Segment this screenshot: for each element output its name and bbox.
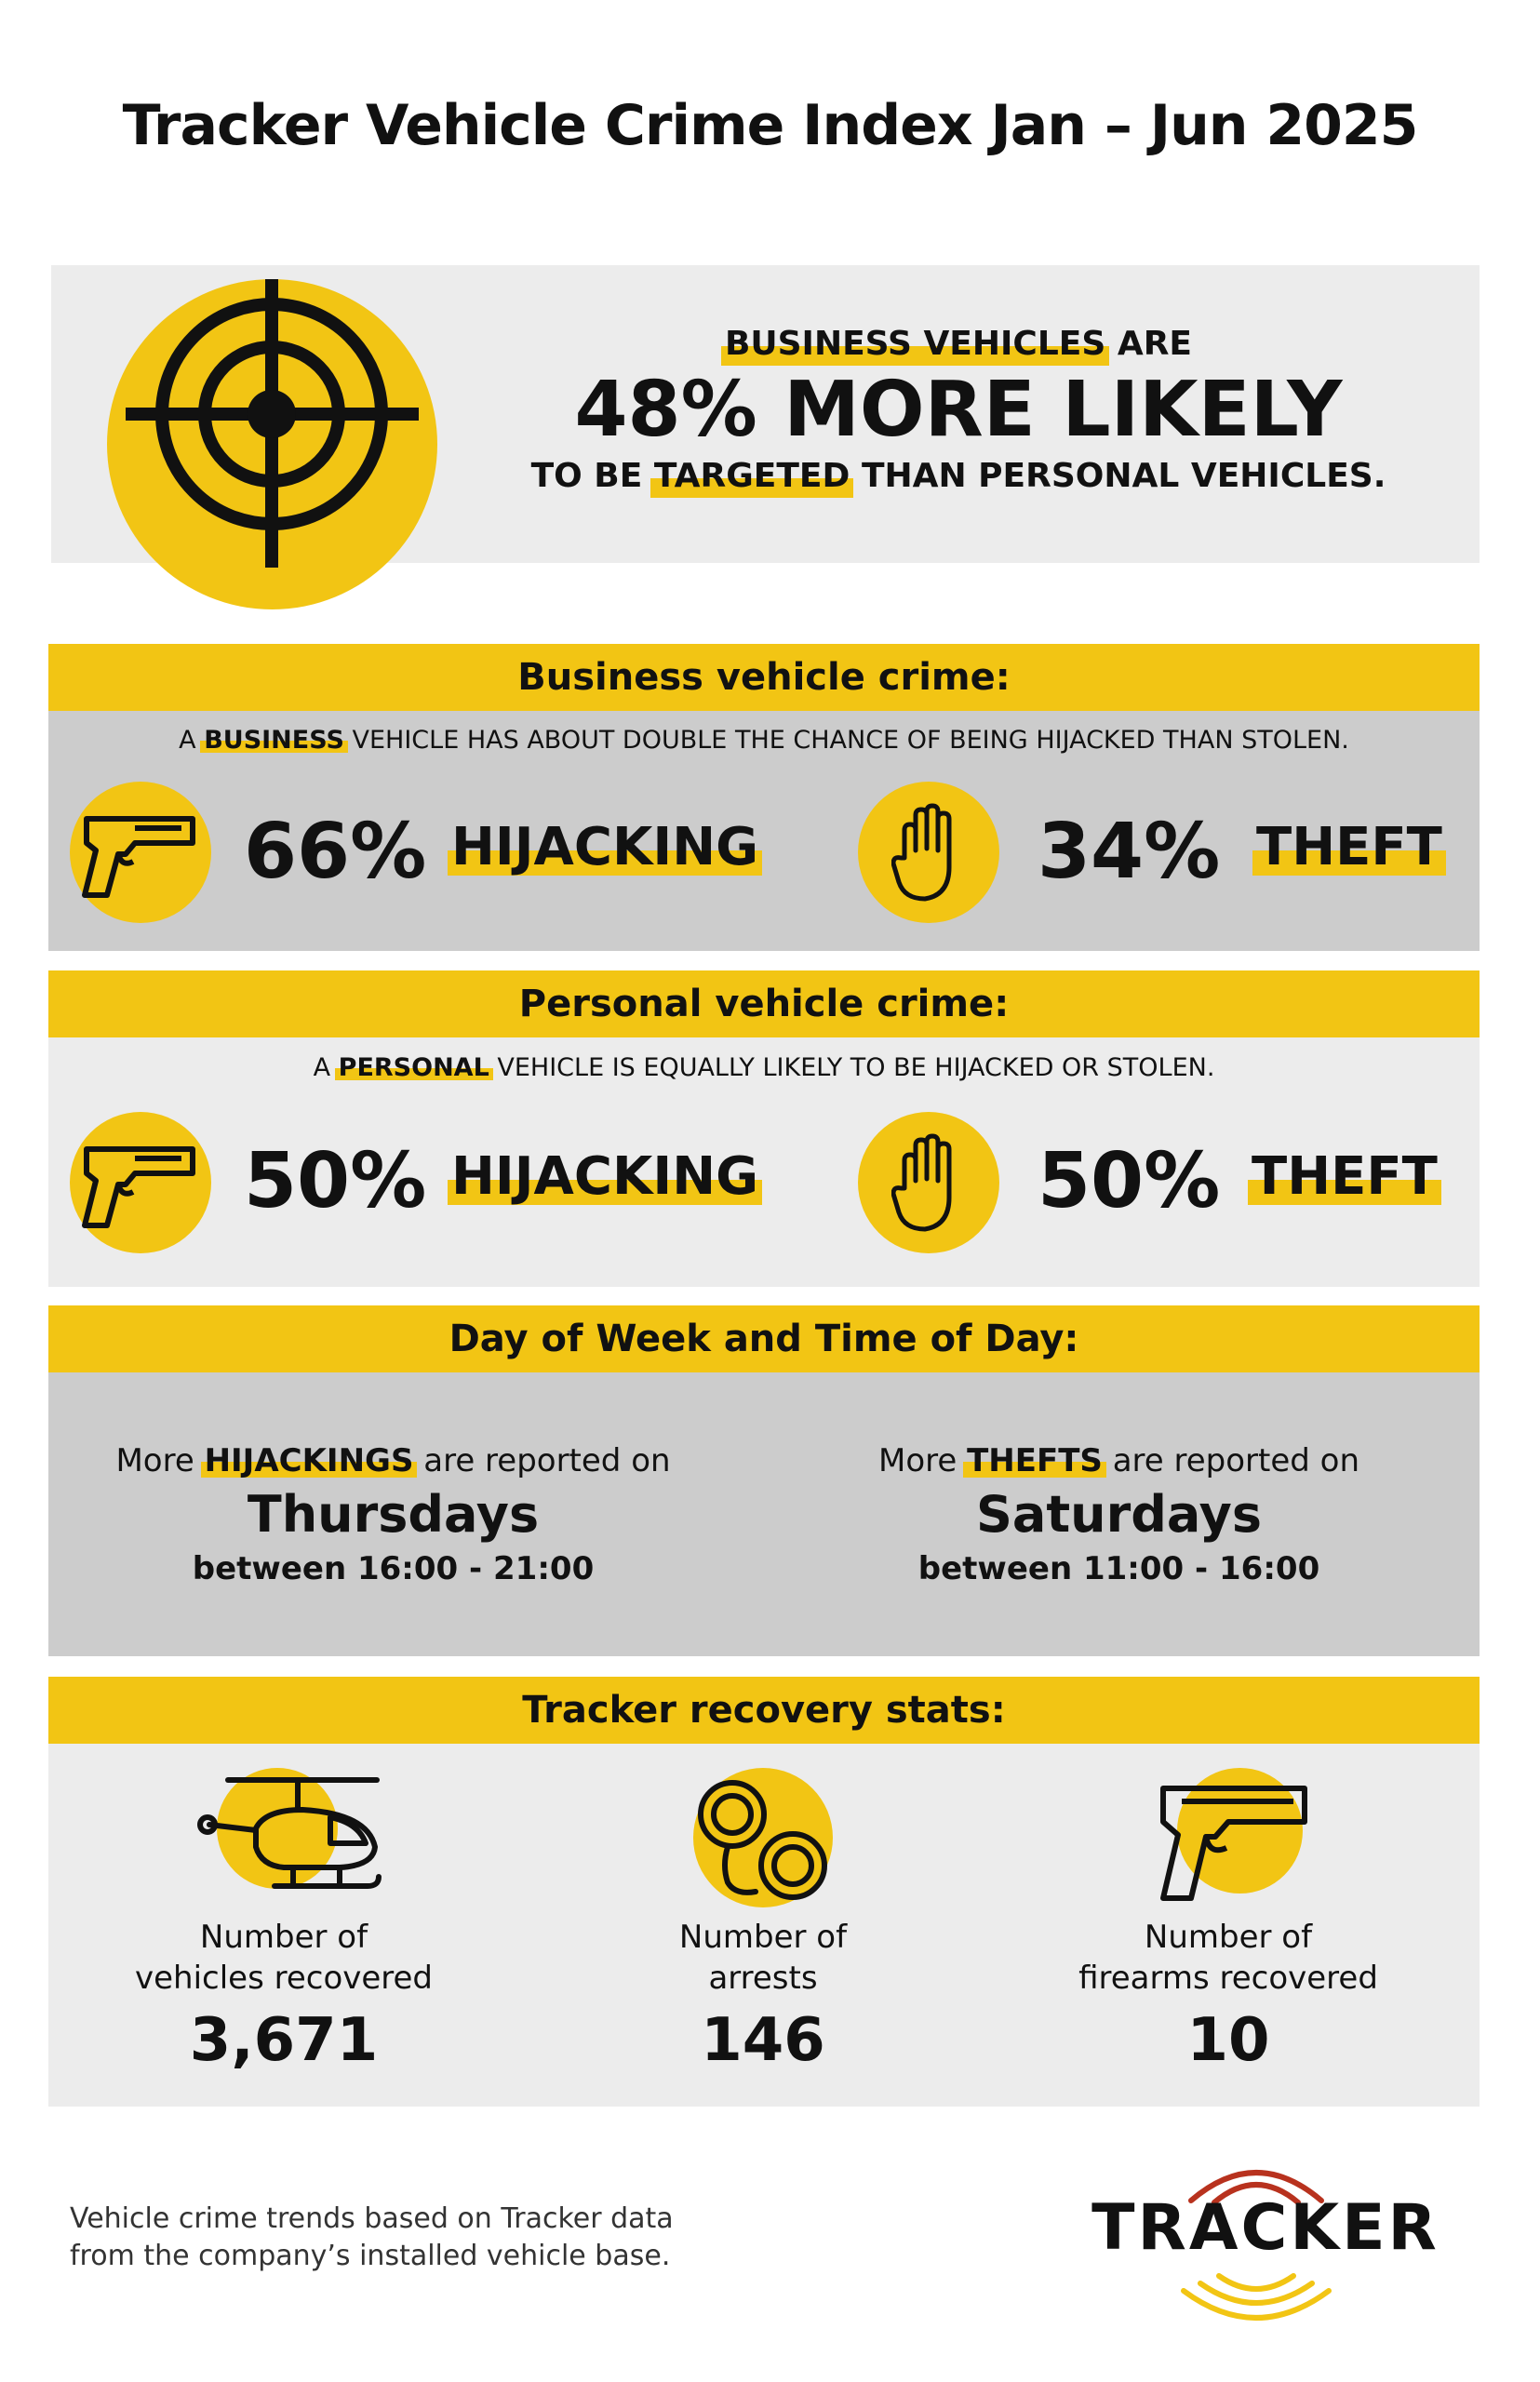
- hero-line3-post: THAN PERSONAL VEHICLES.: [861, 457, 1386, 495]
- timing-left-pre: More: [115, 1442, 194, 1479]
- personal-header: Personal vehicle crime:: [48, 970, 1480, 1037]
- business-sub-post: VEHICLE HAS ABOUT DOUBLE THE CHANCE OF BEING HIJACKED THAN STOLEN.: [352, 726, 1349, 755]
- personal-sub-post: VEHICLE IS EQUALLY LIKELY TO BE HIJACKED OR STOLEN.: [497, 1053, 1215, 1082]
- timing-left: [84, 1442, 703, 1587]
- hand-stop-icon: [891, 802, 966, 904]
- personal-subtitle: [48, 1053, 1480, 1082]
- stat-arrests-label1: Number of: [678, 1919, 848, 1956]
- pistol-icon: [79, 1140, 200, 1233]
- hero-text: [456, 321, 1461, 500]
- business-hijack-label-text: HIJACKING: [451, 817, 759, 877]
- business-theft-pct: 34%: [1038, 808, 1221, 896]
- stat-vehicles: [102, 1917, 465, 2082]
- stat-firearms-label2: firearms recovered: [1078, 1960, 1378, 1997]
- stat-firearms-label1: Number of: [1144, 1919, 1313, 1956]
- personal-sub-pre: A: [313, 1053, 331, 1082]
- timing-left-post: are reported on: [423, 1442, 671, 1479]
- stat-arrests-label2: arrests: [708, 1960, 818, 1997]
- stat-vehicles-value: 3,671: [189, 2006, 379, 2075]
- business-header: Business vehicle crime:: [48, 644, 1480, 711]
- timing-right: [810, 1442, 1428, 1587]
- timing-right-highlight: THEFTS: [967, 1442, 1103, 1479]
- hand-stop-icon: [891, 1132, 966, 1235]
- business-sub-highlight: BUSINESS: [204, 726, 344, 755]
- hero-big-stat: 48% MORE LIKELY: [574, 366, 1343, 454]
- tracker-logo: TRACKER: [1091, 2191, 1440, 2265]
- hero-highlight-targeted: TARGETED: [654, 453, 850, 500]
- tracker-signal-bottom-icon: [1163, 2270, 1349, 2345]
- stat-firearms: [1047, 1917, 1410, 2082]
- timing-left-day: Thursdays: [247, 1485, 540, 1544]
- personal-theft-label: [1252, 1146, 1438, 1207]
- timing-right-post: are reported on: [1112, 1442, 1359, 1479]
- page-title: Tracker Vehicle Crime Index Jan – Jun 2025: [122, 93, 1418, 158]
- pistol-icon: [1154, 1779, 1312, 1905]
- personal-theft-label-text: THEFT: [1252, 1146, 1438, 1207]
- personal-hijack-label-text: HIJACKING: [451, 1146, 759, 1207]
- timing-right-pre: More: [878, 1442, 957, 1479]
- recovery-header: Tracker recovery stats:: [48, 1677, 1480, 1744]
- business-hijack-label: [451, 817, 758, 877]
- timing-left-highlight: HIJACKINGS: [204, 1442, 414, 1479]
- business-sub-pre: A: [179, 726, 196, 755]
- handcuffs-icon: [690, 1773, 839, 1912]
- stat-vehicles-label2: vehicles recovered: [134, 1960, 434, 1997]
- stat-firearms-value: 10: [1186, 2006, 1270, 2075]
- stat-arrests-value: 146: [701, 2006, 825, 2075]
- hero-line3-pre: TO BE: [530, 457, 643, 495]
- timing-header: Day of Week and Time of Day:: [48, 1305, 1480, 1372]
- helicopter-icon: [191, 1773, 386, 1898]
- personal-theft-pct: 50%: [1038, 1137, 1221, 1225]
- business-hijack-pct: 66%: [244, 808, 427, 896]
- timing-right-day: Saturdays: [976, 1485, 1262, 1544]
- timing-right-time: between 11:00 - 16:00: [917, 1550, 1320, 1587]
- hero-line1-rest: ARE: [1117, 325, 1193, 363]
- stat-vehicles-label1: Number of: [199, 1919, 368, 1956]
- target-crosshair-icon: [107, 279, 437, 609]
- stat-arrests: [582, 1917, 944, 2082]
- personal-hijack-pct: 50%: [244, 1137, 427, 1225]
- personal-sub-highlight: PERSONAL: [338, 1053, 489, 1082]
- business-theft-label: [1256, 817, 1442, 877]
- pistol-icon: [79, 810, 200, 903]
- timing-left-time: between 16:00 - 21:00: [192, 1550, 595, 1587]
- hero-highlight-business: BUSINESS VEHICLES: [725, 321, 1105, 368]
- personal-hijack-label: [451, 1146, 758, 1207]
- business-subtitle: [48, 726, 1480, 755]
- footer-note-line2: from the company’s installed vehicle base.: [70, 2240, 671, 2272]
- footer-note: [70, 2201, 674, 2275]
- business-theft-label-text: THEFT: [1256, 817, 1442, 877]
- footer-note-line1: Vehicle crime trends based on Tracker data: [70, 2202, 674, 2235]
